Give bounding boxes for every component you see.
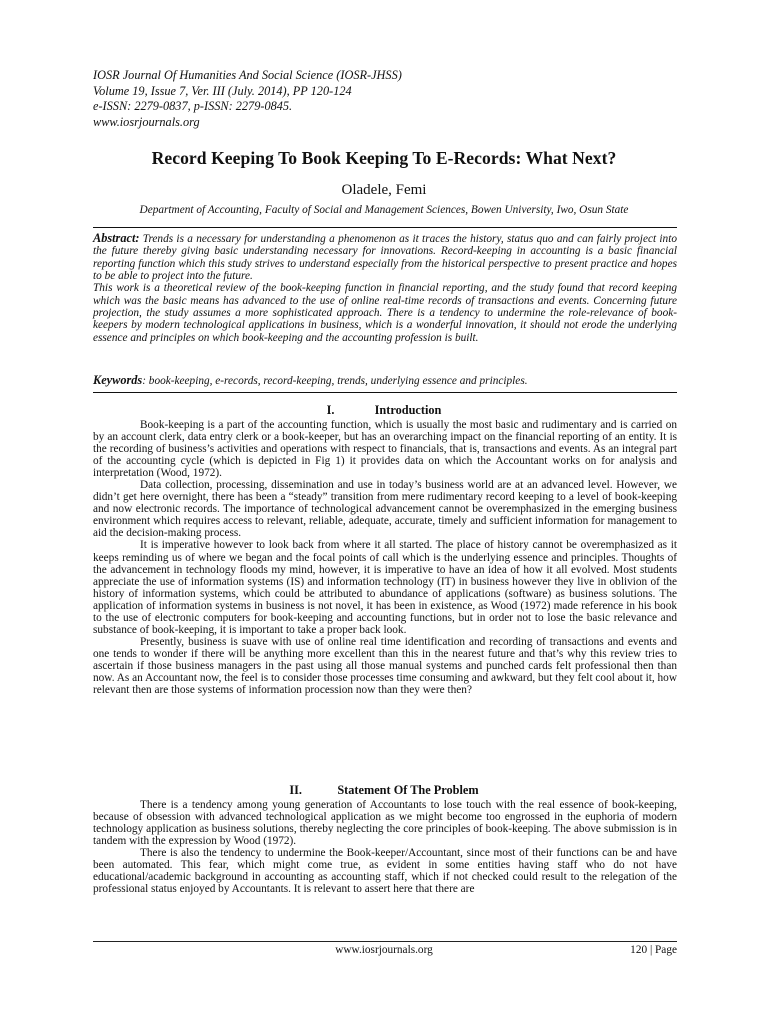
abstract-paragraph bbox=[93, 232, 677, 282]
journal-name: IOSR Journal Of Humanities And Social Science (IOSR-JHSS) bbox=[93, 68, 402, 82]
body-paragraph: Book-keeping is a part of the accounting function, which is usually the most basic and rudimentary and is carried on by an account clerk, data entry clerk or a book-keeper, but has an overarching impact on the financial reporting of an entity. It is the recording of business’s activities and operations with respect to financials, that is, transactions and events. As an integral part of the accounting cycle (which is depicted in Fig 1) it provides data on which the Accountant works on for analysis and interpretation (Wood, 1972). bbox=[93, 419, 677, 480]
page-number: 120 | Page bbox=[630, 944, 677, 956]
paper-author: Oladele, Femi bbox=[341, 182, 427, 198]
author-affiliation: Department of Accounting, Faculty of Social and Management Sciences, Bowen University, Iwo, Osun State bbox=[139, 204, 629, 216]
section-number: II. bbox=[289, 783, 302, 797]
journal-website: www.iosrjournals.org bbox=[93, 114, 200, 129]
abstract-block bbox=[93, 232, 677, 344]
section-number: I. bbox=[326, 403, 335, 417]
section-title: Introduction bbox=[374, 403, 442, 417]
section-heading-introduction bbox=[0, 403, 768, 418]
body-paragraph: There is also the tendency to undermine the Book-keeper/Accountant, since most of their functions can be and have been automated. This fear, which might come true, as evident in some entities having staff who do not have educational/academic background in accounting as accounting staff, which if not checked could result to the relegation of the professional status enjoyed by Accountants. It is relevant to assert here that there are bbox=[93, 847, 677, 896]
journal-header bbox=[93, 68, 402, 130]
section-heading-statement-of-problem bbox=[0, 783, 768, 798]
body-paragraph: It is imperative however to look back from where it all started. The place of history cannot be overemphasized as it keeps reminding us of where we began and the focal points of call which is the underlying essence and principles. Thoughts of the advancement in technology floods my mind, however, it is imperative to have an idea of how it all evolved. Most students appreciate the use of information systems (IS) and information technology (IT) in business however they live in oblivion of the history of information systems, which could be attributed to abundance of applications (software) as business solutions. The application of information systems in business is not novel, it has been in existence, as Wood (1972) made reference in his book to the use of electronic computers for book-keeping and accounting functions, but in order not to lose the basic relevance and substance of book-keeping, it is important to take a proper back look. bbox=[93, 539, 677, 636]
abstract-paragraph: This work is a theoretical review of the book-keeping function in financial reporting, and the study found that record keeping which was the basic means has advanced to the use of online real-time records of transactions and events. Concerning future projection, the study assumes a more sophisticated approach. There is a tendency to undermine the role-relevance of book-keepers by modern technological applications in business, which is a wonderful innovation, it should not erode the underlying essence and principles on which book-keeping and the accounting profession is built. bbox=[93, 282, 677, 344]
keywords-text: : book-keeping, e-records, record-keeping, trends, underlying essence and principles. bbox=[142, 375, 528, 387]
keywords-label: Keywords bbox=[93, 373, 143, 387]
footer-rule bbox=[93, 941, 677, 942]
abstract-text: Trends is a necessary for understanding a phenomenon as it traces the history, status quo and can fairly project into the future thereby giving basic understanding necessary for innovations. Record-keeping in accounting is a basic financial reporting function which this study strives to understand especially from the historical perspective to present practice and hopes to be able to project into the future. bbox=[93, 233, 677, 283]
issn-info: e-ISSN: 2279-0837, p-ISSN: 2279-0845. bbox=[93, 99, 293, 114]
abstract-bottom-rule bbox=[93, 392, 677, 393]
body-paragraph: Presently, business is suave with use of online real time identification and recording of transactions and events and one tends to wonder if there will be anything more excellent than this in the nearest future and that’s why this review tries to ascertain if those business managers in the past using all those manual systems and punched cards felt professional then than now. As an Accountant now, the feel is to consider those processes time consuming and awkward, but they felt cool about it, how relevant then are those systems of information procession now than they were then? bbox=[93, 635, 677, 697]
keywords-line bbox=[93, 373, 677, 388]
abstract-label: Abstract: bbox=[93, 231, 140, 245]
body-paragraph: There is a tendency among young generation of Accountants to lose touch with the real essence of book-keeping, because of obsession with advanced technological application as we might become too engrossed in the euphoria of modern technology application as business solutions, thereby neglecting the core principles of book-keeping. The above submission is in tandem with the expression by Wood (1972). bbox=[93, 799, 677, 848]
section-title: Statement Of The Problem bbox=[337, 783, 479, 797]
paper-title: Record Keeping To Book Keeping To E-Records: What Next? bbox=[151, 148, 617, 168]
footer-url: www.iosrjournals.org bbox=[335, 944, 433, 956]
body-paragraph: Data collection, processing, dissemination and use in today’s business world are at an advanced level. However, we didn’t get here overnight, there has been a “steady” transition from mere rudimentary record keeping to a level of book-keeping and now electronic records. The importance of technological advancement cannot be overemphasized in the emerging business environment which requires access to relevant, reliable, adequate, accurate, timely and sufficient information for management to aid the decision-making process. bbox=[93, 479, 677, 540]
introduction-body bbox=[93, 419, 677, 696]
volume-info: Volume 19, Issue 7, Ver. III (July. 2014), PP 120-124 bbox=[93, 83, 352, 98]
abstract-top-rule bbox=[93, 227, 677, 228]
problem-statement-body bbox=[93, 799, 677, 895]
